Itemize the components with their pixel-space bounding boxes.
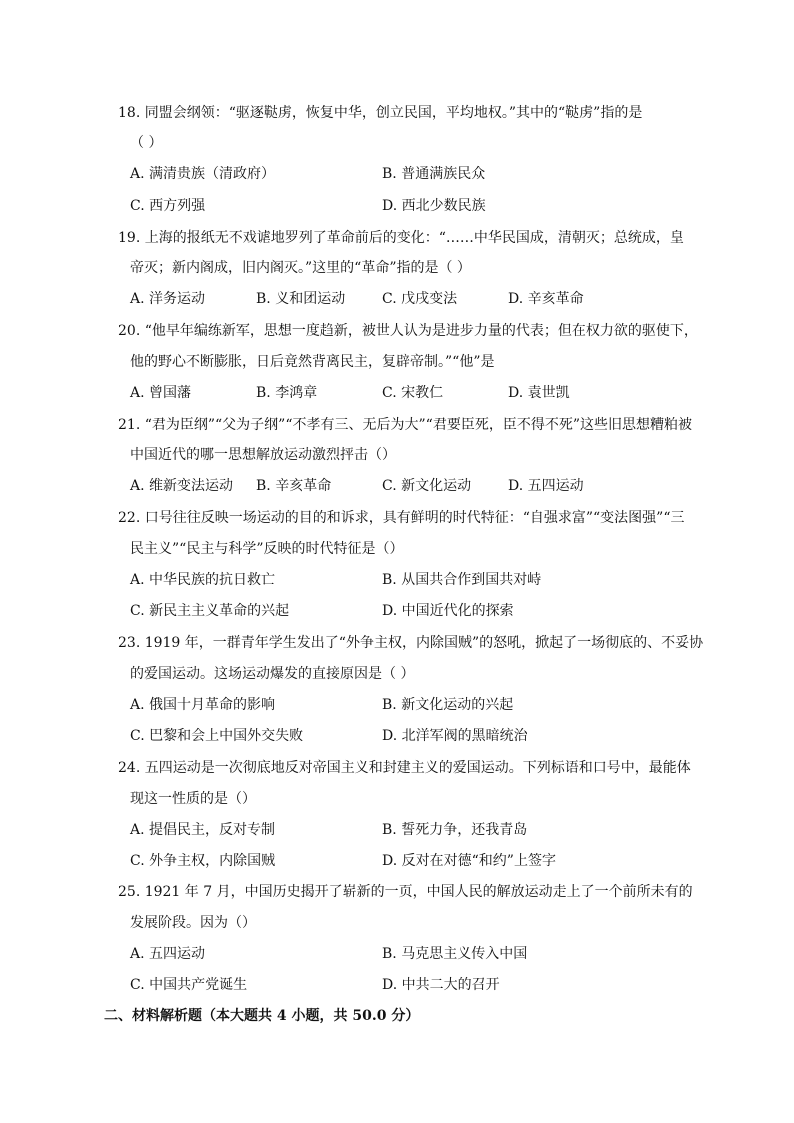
q21-option-a[interactable]: A. 维新变法运动 (130, 478, 234, 494)
q25-option-c[interactable]: C. 中国共产党诞生 (130, 977, 248, 993)
q23-option-c[interactable]: C. 巴黎和会上中国外交失败 (130, 728, 304, 744)
q22-option-d[interactable]: D. 中国近代化的探索 (382, 603, 514, 619)
q24-option-b[interactable]: B. 誓死力争，还我青岛 (382, 822, 528, 838)
q24-stem-line-2: 现这一性质的是（） (130, 791, 256, 807)
q20-stem-line-2: 他的野心不断膨胀，日后竟然背离民主，复辟帝制。”“他”是 (130, 354, 495, 370)
q22-stem-line-2: 民主义”“民主与科学”反映的时代特征是（） (130, 541, 404, 557)
q24-option-a[interactable]: A. 提倡民主，反对专制 (130, 822, 276, 838)
q25-stem-line-1: 25. 1921 年 7 月，中国历史揭开了崭新的一页，中国人民的解放运动走上了一个前所未有的 (118, 884, 693, 900)
q18-option-a[interactable]: A. 满清贵族（清政府） (130, 166, 276, 182)
q24-option-c[interactable]: C. 外争主权，内除国贼 (130, 853, 276, 869)
q18-option-d[interactable]: D. 西北少数民族 (382, 198, 486, 214)
q20-stem-line-1: 20. “他早年编练新军，思想一度趋新，被世人认为是进步力量的代表；但在权力欲的驱使下， (118, 323, 698, 339)
q25-option-d[interactable]: D. 中共二大的召开 (382, 977, 500, 993)
q22-option-b[interactable]: B. 从国共合作到国共对峙 (382, 572, 542, 588)
q22-option-c[interactable]: C. 新民主主义革命的兴起 (130, 603, 290, 619)
q19-option-b[interactable]: B. 义和团运动 (256, 291, 346, 307)
q23-option-b[interactable]: B. 新文化运动的兴起 (382, 697, 514, 713)
q25-stem-line-2: 发展阶段。因为（） (130, 915, 256, 931)
q21-option-c[interactable]: C. 新文化运动 (382, 478, 472, 494)
q24-option-d[interactable]: D. 反对在对德“和约”上签字 (382, 853, 556, 869)
q25-option-a[interactable]: A. 五四运动 (130, 946, 206, 962)
q24-stem-line-1: 24. 五四运动是一次彻底地反对帝国主义和封建主义的爱国运动。下列标语和口号中，最能体 (118, 760, 691, 776)
q18-option-b[interactable]: B. 普通满族民众 (382, 166, 486, 182)
q20-option-d[interactable]: D. 袁世凯 (508, 385, 570, 401)
q23-stem-line-2: 的爱国运动。这场运动爆发的直接原因是（ ） (130, 666, 415, 682)
q21-stem-line-2: 中国近代的哪一思想解放运动激烈抨击（） (130, 447, 396, 463)
q19-stem-line-1: 19. 上海的报纸无不戏谑地罗列了革命前后的变化：“……中华民国成，清朝灭；总统成，皇 (118, 230, 684, 246)
q21-option-b[interactable]: B. 辛亥革命 (256, 478, 332, 494)
q19-stem-line-2: 帝灭；新内阁成，旧内阁灭。”这里的“革命”指的是（ ） (130, 260, 471, 276)
section-heading: 二、材料解析题（本大题共 4 小题，共 50.0 分） (104, 1008, 420, 1024)
q20-option-c[interactable]: C. 宋教仁 (382, 385, 444, 401)
q23-option-d[interactable]: D. 北洋军阀的黑暗统治 (382, 728, 528, 744)
q20-option-a[interactable]: A. 曾国藩 (130, 385, 192, 401)
q18-stem-line-2: （ ） (130, 135, 163, 151)
q18-stem-line-1: 18. 同盟会纲领：“驱逐鞑虏，恢复中华，创立民国，平均地权。”其中的“鞑虏”指的是 (118, 105, 643, 121)
q19-option-a[interactable]: A. 洋务运动 (130, 291, 206, 307)
q23-stem-line-1: 23. 1919 年，一群青年学生发出了“外争主权，内除国贼”的怒吼，掀起了一场彻底的、不妥协 (118, 635, 704, 651)
q21-stem-line-1: 21. “君为臣纲”“父为子纲”“不孝有三、无后为大”“君要臣死，臣不得不死”这些旧思想糟粕被 (118, 417, 692, 433)
q23-option-a[interactable]: A. 俄国十月革命的影响 (130, 697, 276, 713)
q19-option-d[interactable]: D. 辛亥革命 (508, 291, 584, 307)
q22-option-a[interactable]: A. 中华民族的抗日救亡 (130, 572, 276, 588)
q25-option-b[interactable]: B. 马克思主义传入中国 (382, 946, 528, 962)
q21-option-d[interactable]: D. 五四运动 (508, 478, 584, 494)
q20-option-b[interactable]: B. 李鸿章 (256, 385, 318, 401)
q19-option-c[interactable]: C. 戊戌变法 (382, 291, 458, 307)
q22-stem-line-1: 22. 口号往往反映一场运动的目的和诉求，具有鲜明的时代特征：“自强求富”“变法图强”“三 (118, 510, 685, 526)
q18-option-c[interactable]: C. 西方列强 (130, 198, 206, 214)
